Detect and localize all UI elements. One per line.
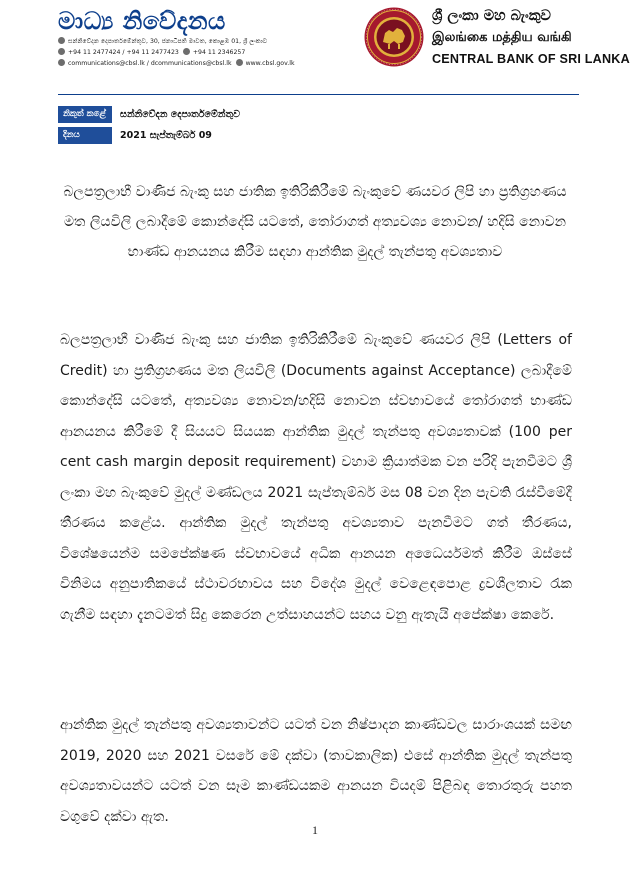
issued-by-label: නිකුත් කළේ [58,106,112,123]
page-number: 1 [312,823,318,837]
bank-name-sinhala: ශ්‍රී ලංකා මහ බැංකුව [432,8,551,24]
header-left [58,6,358,69]
press-release-title: බලපත්‍රලාභී වාණිජ බැංකු සහ ජාතික ඉතිරිකිරීමේ බැංකුවේ ණයවර ලිපි හා ප්‍රතිග්‍රහණය මත ලියවිලි ලබාදීමේ කොන්දේසි යටතේ, තෝරාගත් අත්‍යවශ්‍ය නොවන/ හදිසි නොවන භාණ්ඩ ආනයනය කිරීම සඳහා ආන්තික මුදල් තැන්පතු අවශ්‍යතාව [63,184,567,260]
date-label: දිනය [58,127,112,144]
location-icon [58,37,65,44]
bank-name-tamil: இலங்கை மத்திய வங்கி [432,30,572,45]
phone-text: +94 11 2477424 / +94 11 2477423 [68,49,179,56]
globe-icon [236,59,243,66]
header-divider [58,94,579,95]
masthead-title: මාධ්‍ය නිවේදනය [58,7,226,35]
website-link[interactable]: www.cbsl.gov.lk [245,60,295,67]
issued-by-value: සන්නිවේදන දෙපාර්තමේන්තුව [120,109,241,120]
body-paragraph-2: ආන්තික මුදල් තැන්පතු අවශ්‍යතාවන්ට යටත් වන නිෂ්පාදන කාණ්ඩවල සාරාංශයක් සමඟ 2019, 2020 සහ 2021 වසරේ මේ දක්වා (තාවකාලික) එසේ ආන්තික මුදල් තැන්පතු අවශ්‍යතාවයන්ට යටත් වන සෑම කාණ්ඩයකම ආනයන වියදම් පිළිබඳ තොරතුරු පහත වගුවේ දක්වා ඇත. [60,717,572,825]
email-icon [58,59,65,66]
address-text: සන්නිවේදන දෙපාර්තමේන්තුව, 30, ජනාධිපති මාවත, කොළඹ 01, ශ්‍රී ලංකාව [68,38,268,45]
fax-text: +94 11 2346257 [192,49,246,56]
body-paragraph-1: බලපත්‍රලාභී වාණිජ බැංකු සහ ජාතික ඉතිරිකිරීමේ බැංකුවේ ණයවර ලිපි (Letters of Credit) හා ප්‍රතිග්‍රහණය මත ලියවිලි (Documents against Acceptance) ලබාදීමේ කොන්දේසි යටතේ, අත්‍යවශ්‍ය නොවන/හදිසි නොවන ස්වභාවයේ තෝරාගත් භාණ්ඩ ආනයනය කිරීමේ දී සියයට සියයක ආන්තික මුදල් තැන්පතු අවශ්‍යතාවක් (100 per cent cash margin deposit requirement) වහාම ක්‍රියාත්මක වන පරිදි පැනවීමට ශ්‍රී ලංකා මහ බැංකුවේ මුදල් මණ්ඩලය 2021 සැප්තැම්බර් මස 08 වන දින පැවති රැස්වීමේදී තීරණය කළේය. ආන්තික මුදල් තැන්පතු අවශ්‍යතාව පැනවීමට ගත් තීරණය, විශේෂයෙන්ම සමපේක්ෂණ ස්වභාවයේ අධික ආනයන අධෛර්යමත් කිරීම ඔස්සේ විනිමය අනුපාතිකයේ ස්ථාවරභාවය සහ විදේශ මුදල් වෙළෙඳපොළ ද්‍රවශීලතාව රැක ගැනීම සඳහා දැනටමත් සිදු කෙරෙන උත්සාහයන්ට සහය වනු ඇතැයි අපේක්ෂා කෙරේ. [60,332,572,623]
contact-web [58,58,358,69]
contact-phones [58,47,358,58]
header-right [432,5,630,69]
phone-icon [58,48,65,55]
email-link[interactable]: communications@cbsl.lk / dcommunications@cbsl.lk [68,60,232,67]
contact-address [58,36,358,47]
central-bank-seal-icon [363,6,425,68]
date-value: 2021 සැප්තැම්බර් 09 [120,130,212,141]
bank-name-english: CENTRAL BANK OF SRI LANKA [432,52,630,66]
fax-icon [183,48,190,55]
